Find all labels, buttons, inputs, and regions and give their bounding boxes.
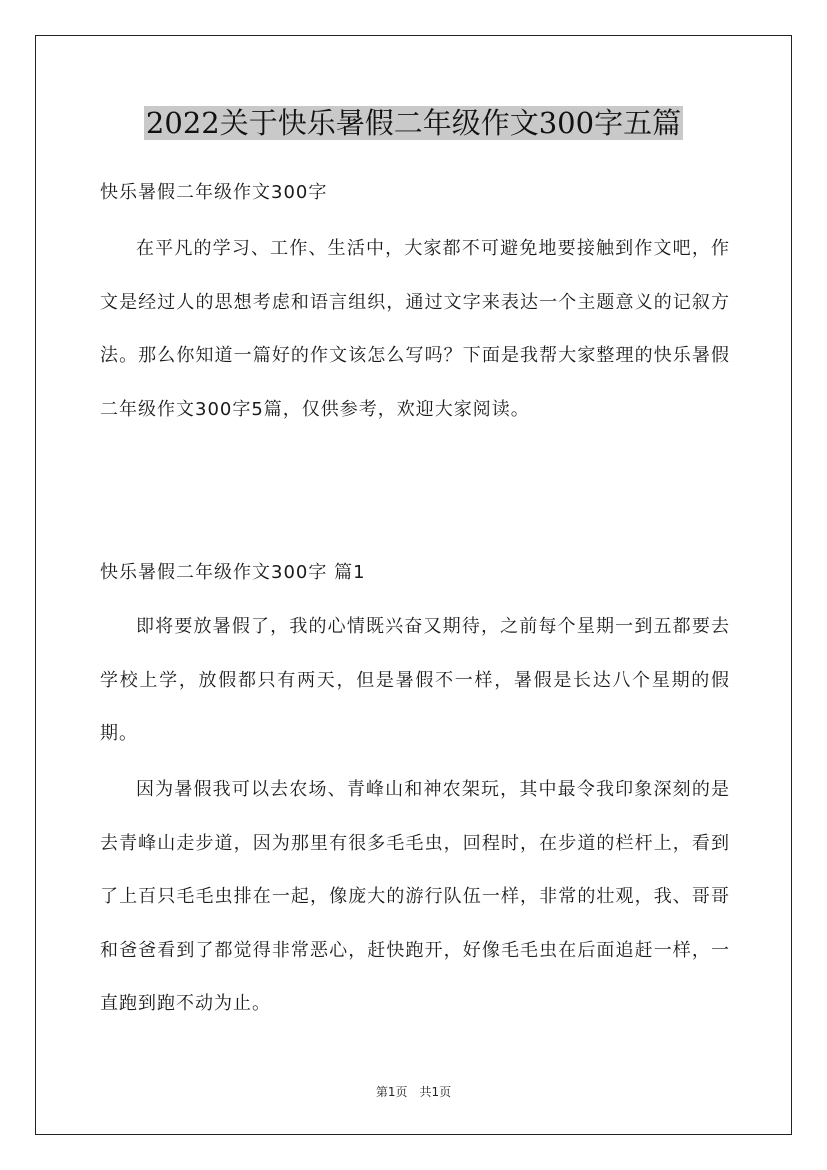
section1-paragraph-2: 因为暑假我可以去农场、青峰山和神农架玩，其中最令我印象深刻的是去青峰山走步道，因为那里有很多毛毛虫，回程时，在步道的栏杆上，看到了上百只毛毛虫排在一起，像庞大的游行队伍一样，非常的壮观，我、哥哥和爸爸看到了都觉得非常恶心，赶快跑开，好像毛毛虫在后面追赶一样，一直跑到跑不动为止。: [100, 779, 730, 1014]
section1-paragraph-1: 即将要放暑假了，我的心情既兴奋又期待，之前每个星期一到五都要去学校上学，放假都只有两天，但是暑假不一样，暑假是长达八个星期的假期。: [100, 616, 730, 744]
page-footer: 第1页 共1页: [375, 1085, 452, 1099]
intro-paragraph: 在平凡的学习、工作、生活中，大家都不可避免地要接触到作文吧，作文是经过人的思想考虑和语言组织，通过文字来表达一个主题意义的记叙方法。那么你知道一篇好的作文该怎么写吗？下面是我帮大家整理的快乐暑假二年级作文300字5篇，仅供参考，欢迎大家阅读。: [100, 238, 730, 420]
document-title-text: 2022关于快乐暑假二年级作文300字五篇: [145, 106, 682, 140]
section1-heading: 快乐暑假二年级作文300字 篇1: [100, 562, 366, 583]
document-title: [0, 101, 827, 145]
intro-heading: 快乐暑假二年级作文300字: [100, 182, 328, 203]
